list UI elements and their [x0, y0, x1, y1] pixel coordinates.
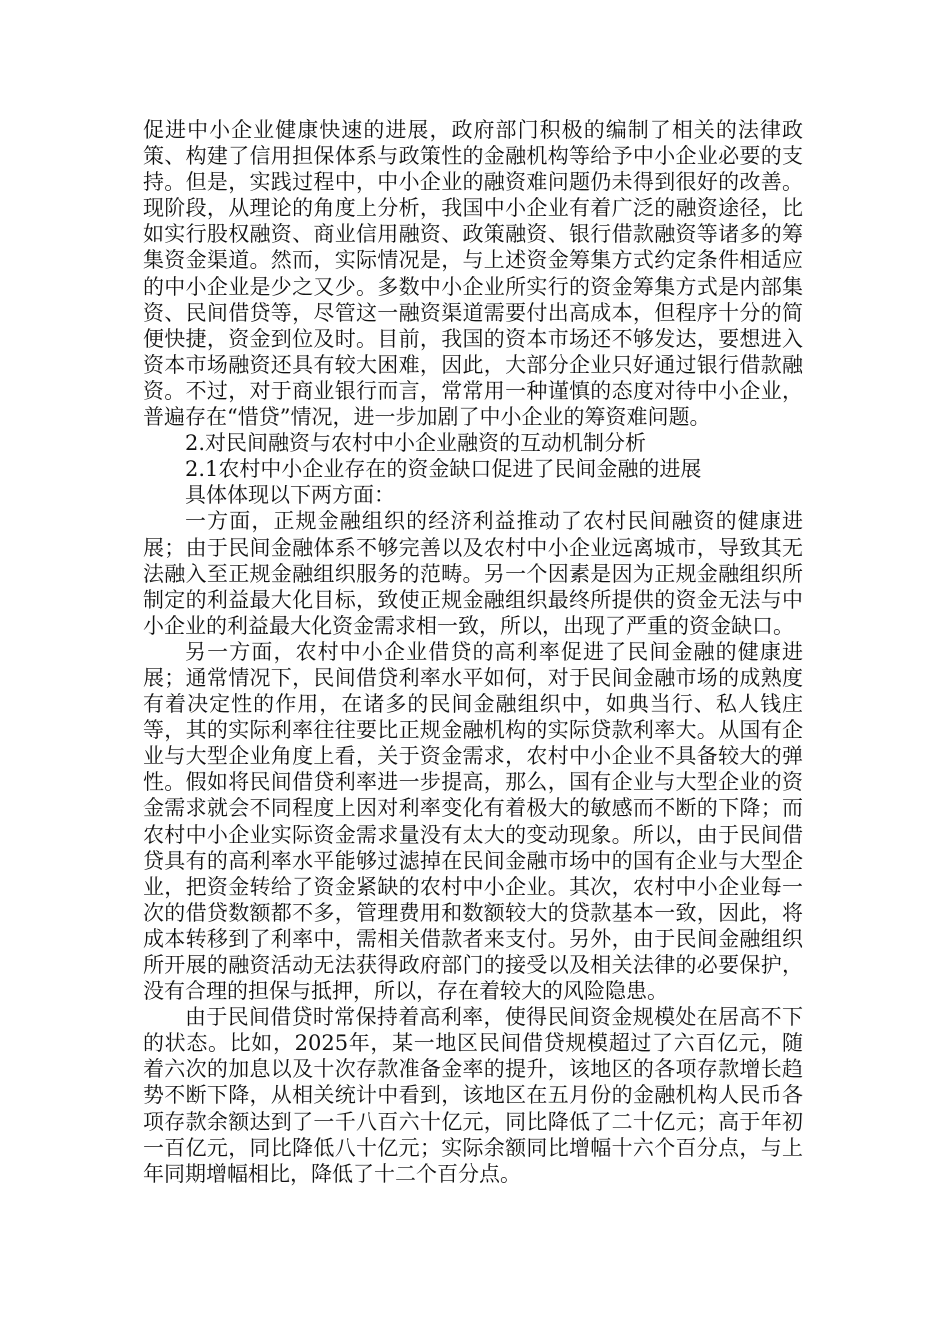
document-body — [143, 117, 803, 1187]
paragraph-example: 由于民间借贷时常保持着高利率，使得民间资金规模处在居高不下的状态。比如，2025年，某一地区民间借贷规模超过了六百亿元，随着六次的加息以及十次存款准备金率的提升，该地区的各项存款增长趋势不断下降，从相关统计中看到，该地区在五月份的金融机构人民币各项存款余额达到了一千八百六十亿元，同比降低了二十亿元；高于年初一百亿元，同比降低八十亿元；实际余额同比增幅十六个百分点，与上年同期增幅相比，降低了十二个百分点。 — [143, 1005, 803, 1186]
paragraph-lead: 具体体现以下两方面： — [185, 483, 395, 508]
subsection-heading-2-1: 2.1农村中小企业存在的资金缺口促进了民间金融的进展 — [185, 457, 702, 482]
paragraph-intro: 促进中小企业健康快速的进展，政府部门积极的编制了相关的法律政策、构建了信用担保体系与政策性的金融机构等给予中小企业必要的支持。但是，实践过程中，中小企业的融资难问题仍未得到很好的改善。现阶段，从理论的角度上分析，我国中小企业有着广泛的融资途径，比如实行股权融资、商业信用融资、政策融资、银行借款融资等诸多的筹集资金渠道。然而，实际情况是，与上述资金筹集方式约定条件相适应的中小企业是少之又少。多数中小企业所实行的资金筹集方式是内部集资、民间借贷等，尽管这一融资渠道需要付出高成本，但程序十分的简便快捷，资金到位及时。目前，我国的资本市场还不够发达，要想进入资本市场融资还具有较大困难，因此，大部分企业只好通过银行借款融资。不过，对于商业银行而言，常常用一种谨慎的态度对待中小企业，普遍存在“惜贷”情况，进一步加剧了中小企业的筹资难问题。 — [143, 118, 803, 430]
paragraph-first-aspect: 一方面，正规金融组织的经济利益推动了农村民间融资的健康进展；由于民间金融体系不够完善以及农村中小企业远离城市，导致其无法融入至正规金融组织服务的范畴。另一个因素是因为正规金融组织所制定的利益最大化目标，致使正规金融组织最终所提供的资金无法与中小企业的利益最大化资金需求相一致，所以，出现了严重的资金缺口。 — [143, 509, 803, 638]
paragraph-second-aspect: 另一方面，农村中小企业借贷的高利率促进了民间金融的健康进展；通常情况下，民间借贷利率水平如何，对于民间金融市场的成熟度有着决定性的作用，在诸多的民间金融组织中，如典当行、私人钱庄等，其的实际利率往往要比正规金融机构的实际贷款利率大。从国有企业与大型企业角度上看，关于资金需求，农村中小企业不具备较大的弹性。假如将民间借贷利率进一步提高，那么，国有企业与大型企业的资金需求就会不同程度上因对利率变化有着极大的敏感而不断的下降；而农村中小企业实际资金需求量没有太大的变动现象。所以，由于民间借贷具有的高利率水平能够过滤掉在民间金融市场中的国有企业与大型企业，把资金转给了资金紧缺的农村中小企业。其次，农村中小企业每一次的借贷数额都不多，管理费用和数额较大的贷款基本一致，因此，将成本转移到了利率中，需相关借款者来支付。另外，由于民间金融组织所开展的融资活动无法获得政府部门的接受以及相关法律的必要保护，没有合理的担保与抵押，所以，存在着较大的风险隐患。 — [143, 639, 803, 1004]
section-heading-2: 2.对民间融资与农村中小企业融资的互动机制分析 — [185, 431, 647, 456]
